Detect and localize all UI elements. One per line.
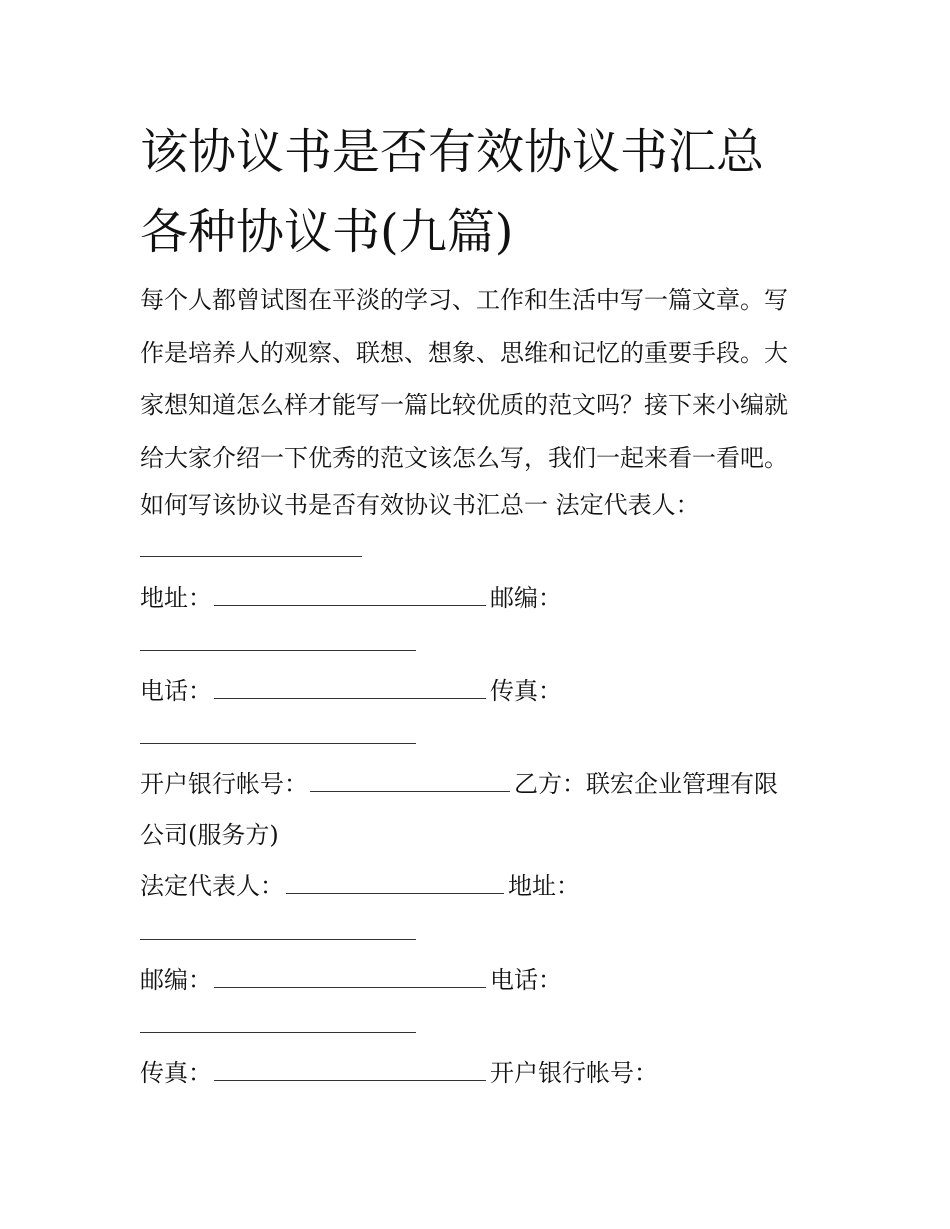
party-a-address-blank[interactable]: [214, 583, 486, 606]
intro-line-2: 作是培养人的观察、联想、想象、思维和记忆的重要手段。大: [140, 339, 788, 367]
party-b-address-blank[interactable]: [140, 939, 416, 940]
party-b-cont: 公司(服务方): [140, 821, 279, 849]
party-b-phone-blank[interactable]: [140, 1032, 416, 1033]
party-b-label: 乙方：联宏企业管理有限: [514, 770, 778, 798]
party-b-postcode-blank[interactable]: [214, 965, 486, 988]
party-b-rep-row: [140, 871, 580, 901]
party-b-fax-row: [140, 1058, 658, 1088]
party-b-phone-label: 电话：: [490, 966, 562, 994]
party-a-phone-label: 电话：: [140, 677, 212, 705]
party-b-bank-label: 开户银行帐号：: [490, 1059, 658, 1087]
party-b-rep-label: 法定代表人：: [140, 872, 284, 900]
party-b-fax-blank[interactable]: [214, 1058, 486, 1081]
intro-line-4: 给大家介绍一下优秀的范文该怎么写，我们一起来看一看吧。: [140, 444, 788, 472]
party-a-phone-row: [140, 676, 562, 706]
intro-line-1: 每个人都曾试图在平淡的学习、工作和生活中写一篇文章。写: [140, 286, 788, 314]
party-a-bank-blank[interactable]: [310, 769, 510, 792]
document-title: [140, 112, 820, 272]
party-a-fax-label: 传真：: [490, 677, 562, 705]
party-b-postcode-label: 邮编：: [140, 966, 212, 994]
party-a-rep-blank[interactable]: [140, 556, 362, 557]
party-a-address-row: [140, 583, 562, 613]
party-a-fax-blank[interactable]: [140, 743, 416, 744]
party-a-bank-row: [140, 769, 778, 799]
party-b-address-label: 地址：: [508, 872, 580, 900]
title-line-2: 各种协议书(九篇): [140, 204, 514, 260]
party-a-postcode-label: 邮编：: [490, 584, 562, 612]
party-b-postcode-row: [140, 965, 562, 995]
intro-line-3: 家想知道怎么样才能写一篇比较优质的范文吗？接下来小编就: [140, 391, 788, 419]
party-a-postcode-blank[interactable]: [140, 650, 416, 651]
party-b-rep-blank[interactable]: [286, 871, 504, 894]
intro-line-5: 如何写该协议书是否有效协议书汇总一 法定代表人：: [140, 491, 700, 519]
title-line-1: 该协议书是否有效协议书汇总: [140, 124, 765, 180]
party-b-fax-label: 传真：: [140, 1059, 212, 1087]
party-a-address-label: 地址：: [140, 584, 212, 612]
party-a-phone-blank[interactable]: [214, 676, 486, 699]
party-a-bank-label: 开户银行帐号：: [140, 770, 308, 798]
